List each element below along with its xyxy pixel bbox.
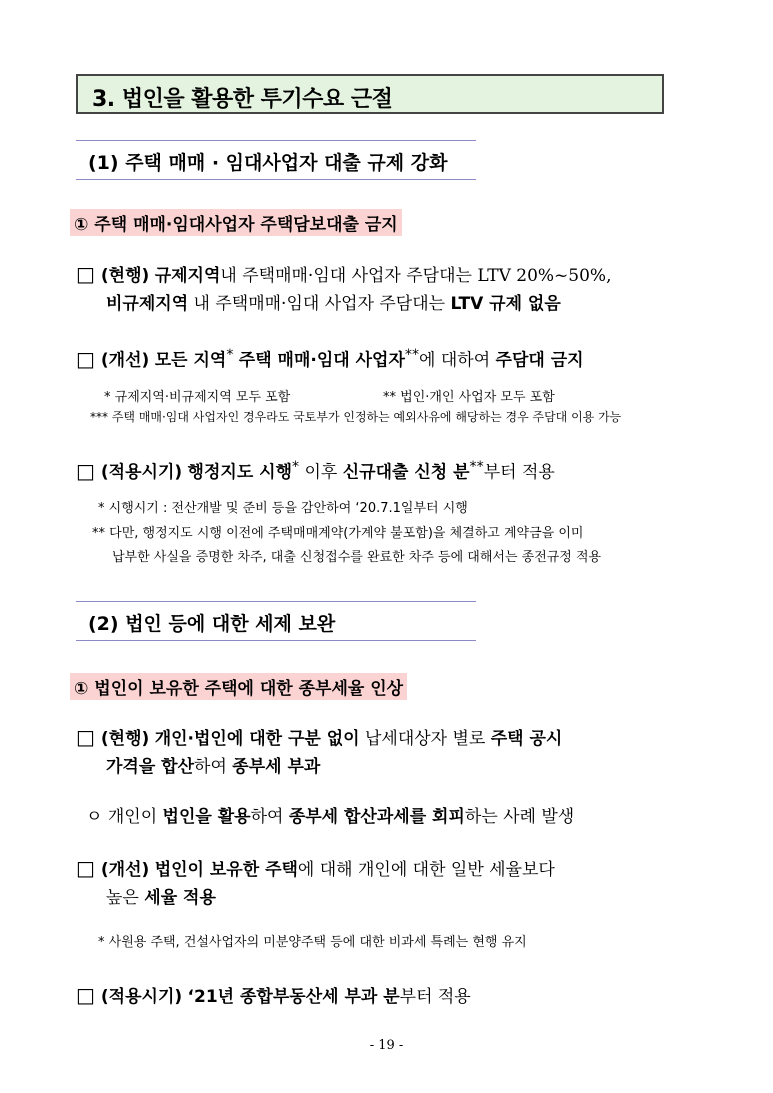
s1-improve-line: □ (개선) 모든 지역* 주택 매매·임대 사업자**에 대하여 주담대 금지 bbox=[76, 346, 584, 371]
page-number: - 19 - bbox=[369, 1038, 404, 1053]
subsection-2-title: (2) 법인 등에 대한 세제 보완 bbox=[88, 613, 336, 635]
s2-circle-line: ㅇ 개인이 법인을 활용하여 종부세 합산과세를 회피하는 사례 발생 bbox=[86, 807, 575, 827]
highlight-heading-2: ① 법인이 보유한 주택에 대한 종부세율 인상 bbox=[70, 673, 407, 700]
s1-note-2: *** 주택 매매·임대 사업자인 경우라도 국토부가 인정하는 예외사유에 해당하는 경우 주담대 이용 가능 bbox=[90, 410, 622, 424]
section-title: 3. 법인을 활용한 투기수요 근절 bbox=[92, 87, 393, 112]
checkbox-icon: □ bbox=[76, 458, 95, 483]
s1-note-1a: * 규제지역·비규제지역 모두 포함 bbox=[104, 390, 291, 405]
s2-note: * 사원용 주택, 건설사업자의 미분양주택 등에 대한 비과세 특례는 현행 유지 bbox=[98, 935, 527, 950]
s1-time-note-2b: 납부한 사실을 증명한 차주, 대출 신청접수를 완료한 차주 등에 대해서는 종전규정 적용 bbox=[112, 550, 602, 565]
checkbox-icon: □ bbox=[76, 262, 95, 286]
s1-current-line2: 비규제지역 내 주택매매·임대 사업자 주담대는 LTV 규제 없음 bbox=[106, 294, 561, 314]
s1-time-note-2a: ** 다만, 행정지도 시행 이전에 주택매매계약(가계약 불포함)을 체결하고 계약금을 이미 bbox=[92, 526, 584, 541]
subsection-1-title: (1) 주택 매매 · 임대사업자 대출 규제 강화 bbox=[88, 152, 448, 174]
circle-bullet-icon: ㅇ bbox=[86, 807, 103, 827]
s2-current-line1: □ (현행) 개인·법인에 대한 구분 없이 납세대상자 별로 주택 공시 bbox=[76, 725, 563, 749]
s1-time-note-1: * 시행시기 : 전산개발 및 준비 등을 감안하여 ‘20.7.1일부터 시행 bbox=[98, 501, 468, 516]
checkbox-icon: □ bbox=[76, 725, 95, 749]
checkbox-icon: □ bbox=[76, 346, 95, 371]
s2-improve-line2: 높은 세율 적용 bbox=[106, 888, 216, 908]
s1-note-1b: ** 법인·개인 사업자 모두 포함 bbox=[383, 390, 555, 405]
highlight-heading-1: ① 주택 매매·임대사업자 주택담보대출 금지 bbox=[70, 209, 402, 236]
s2-current-line2: 가격을 합산하여 종부세 부과 bbox=[106, 757, 321, 777]
s2-time-line: □ (적용시기) ‘21년 종합부동산세 부과 분부터 적용 bbox=[76, 983, 471, 1007]
s1-current-line1: □ (현행) 규제지역내 주택매매·임대 사업자 주담대는 LTV 20%~50%, bbox=[76, 262, 612, 286]
s2-improve-line1: □ (개선) 법인이 보유한 주택에 대해 개인에 대한 일반 세율보다 bbox=[76, 856, 555, 880]
checkbox-icon: □ bbox=[76, 983, 95, 1007]
checkbox-icon: □ bbox=[76, 856, 95, 880]
s1-time-line: □ (적용시기) 행정지도 시행* 이후 신규대출 신청 분**부터 적용 bbox=[76, 458, 555, 483]
